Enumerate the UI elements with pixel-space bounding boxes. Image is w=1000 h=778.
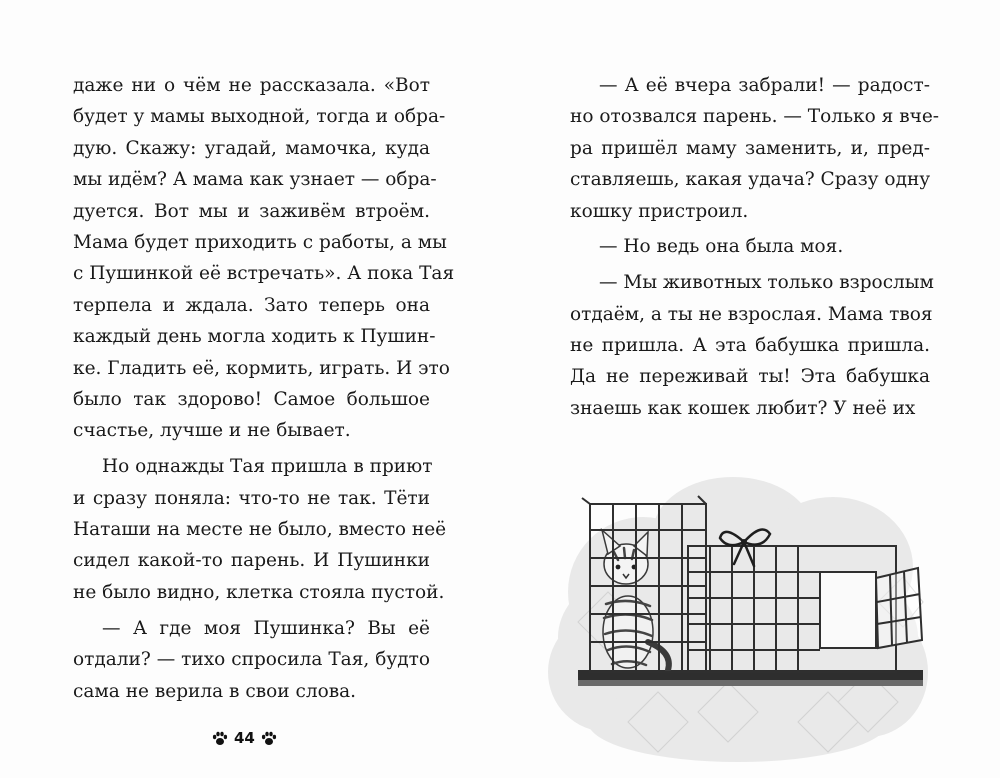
text-line: будет у мамы выходной, тогда и обра- xyxy=(73,106,446,128)
text-line: терпела и ждала. Зато теперь она xyxy=(73,294,430,316)
text-line: ке. Гладить её, кормить, играть. И это xyxy=(73,357,450,379)
text-line: не пришла. А эта бабушка пришла. xyxy=(570,335,930,357)
text-line: — А где моя Пушинка? Вы её xyxy=(102,617,430,639)
text-line: ставляешь, какая удача? Сразу одну xyxy=(570,169,931,191)
text-line: дуется. Вот мы и заживём втроём. xyxy=(73,200,430,222)
text-line: и сразу поняла: что-то не так. Тёти xyxy=(73,487,430,509)
text-line: — Но ведь она была моя. xyxy=(599,236,844,258)
text-line: знаешь как кошек любит? У неё их xyxy=(570,397,916,419)
text-line: было так здорово! Самое большое xyxy=(73,389,430,411)
paw-icon xyxy=(212,731,228,746)
text-line: — А её вчера забрали! — радост- xyxy=(599,75,930,96)
text-line: — Мы животных только взрослым xyxy=(599,272,934,294)
text-line: счастье, лучше и не бывает. xyxy=(73,420,351,442)
text-line: Наташи на месте не было, вместо неё xyxy=(73,519,447,541)
text-line: сама не верила в свои слова. xyxy=(73,680,357,702)
text-line: ра пришёл маму заменить, и, пред- xyxy=(570,137,930,159)
text-line: кошку пристроил. xyxy=(570,200,749,222)
text-line: сидел какой-то парень. И Пушинки xyxy=(73,550,430,572)
text-line: Мама будет приходить с работы, а мы xyxy=(73,232,447,254)
left-page-text xyxy=(73,70,455,707)
text-line: с Пушинкой её встречать». А пока Тая xyxy=(73,263,455,285)
text-line: даже ни о чём не рассказала. «Вот xyxy=(73,75,430,96)
text-line: каждый день могла ходить к Пушин- xyxy=(73,326,436,348)
right-page xyxy=(500,0,1000,778)
text-line: мы идём? А мама как узнает — обра- xyxy=(73,169,437,191)
text-line: но отозвался парень. — Только я вче- xyxy=(570,106,940,128)
right-page-text xyxy=(570,70,940,424)
paw-icon xyxy=(261,731,277,746)
page-number: 44 xyxy=(234,729,255,747)
page-folio xyxy=(212,729,277,747)
kitten-in-cage-illustration xyxy=(548,472,928,762)
text-line: Да не переживай ты! Эта бабушка xyxy=(570,366,930,388)
text-line: Но однажды Тая пришла в приют xyxy=(102,456,433,478)
text-line: дую. Скажу: угадай, мамочка, куда xyxy=(73,137,430,159)
text-line: отдали? — тихо спросила Тая, будто xyxy=(73,649,430,671)
text-line: не было видно, клетка стояла пустой. xyxy=(73,581,445,603)
text-line: отдаём, а ты не взрослая. Мама твоя xyxy=(570,303,933,325)
